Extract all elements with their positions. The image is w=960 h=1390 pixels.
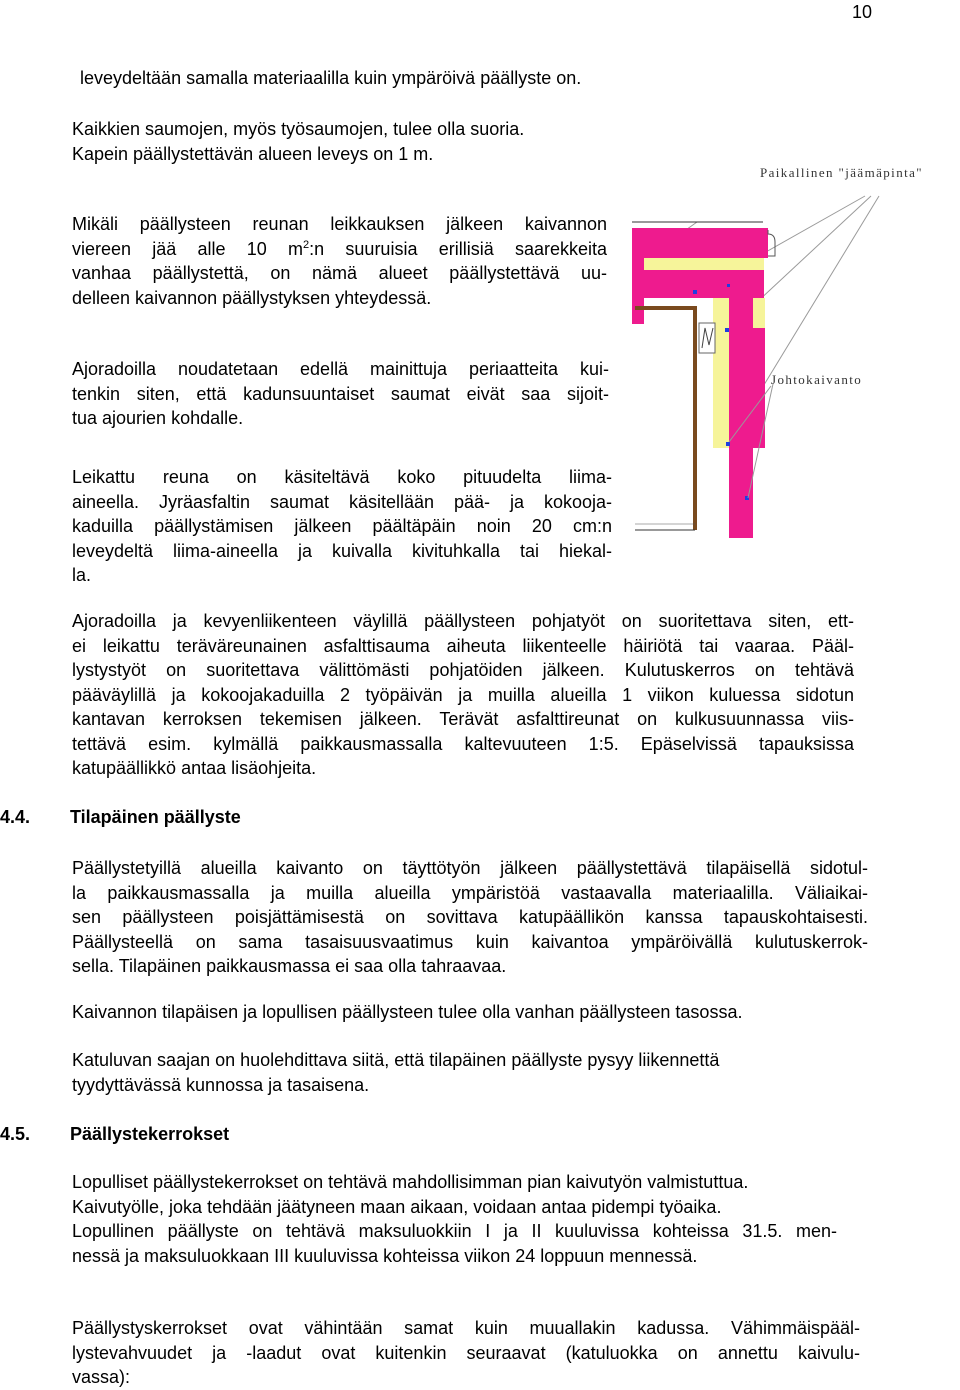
text-line: Lopulliset päällystekerrokset on tehtävä mahdollisimman pian kaivutyön valmistuttua. — [72, 1172, 749, 1192]
text-line: ei leikattu teräväreunainen asfalttisauma aiheuta liikenteelle häiriötä tai vaaraa. Pääl- — [72, 635, 854, 656]
paragraph-continuation — [80, 66, 640, 91]
text-line: Lopullinen päällyste on tehtävä maksuluokkiin I ja II kuuluvissa kohteissa 31.5. men- — [72, 1221, 837, 1241]
paragraph-islands — [72, 212, 607, 310]
surface-layer-top — [644, 228, 764, 258]
text-line: katupäällikkö antaa lisäohjeita. — [72, 758, 317, 778]
text-line: delleen kaivannon päällystyksen yhteydessä. — [72, 287, 432, 308]
marker-point — [726, 442, 730, 446]
paragraph-final-layers — [72, 1170, 872, 1268]
text-line: la paikkausmassalla ja muilla alueilla ympäristöä vastaavalla materiaalilla. Väliaikai- — [72, 882, 868, 903]
text-line: tua ajourien kohdalle. — [72, 408, 244, 428]
marker-point — [725, 328, 729, 332]
label-utility-trench: Johtokaivanto — [771, 372, 863, 387]
text-line: sella. Tilapäinen paikkausmassa ei saa olla tahraavaa. — [72, 956, 507, 976]
page-number: 10 — [851, 2, 872, 22]
text-line: Ajoradoilla ja kevyenliikenteen väylillä päällysteen pohjatyöt on suoritettava siten, ett- — [72, 611, 854, 631]
text-line: vassa): — [72, 1367, 131, 1387]
text-line: Päällystetyillä alueilla kaivanto on täyttötyön jälkeen päällystettävä tilapäisellä sidotul- — [72, 858, 868, 878]
trench-pavement-column — [729, 298, 753, 538]
label-local-residual-surface: Paikallinen "jäämäpinta" — [760, 165, 923, 180]
text-line: vanhaa päällystettä, on nämä alueet päällystettävä uu- — [72, 263, 607, 283]
binder-layer — [632, 270, 764, 298]
paragraph-temporary-pavement — [72, 856, 868, 979]
text-line: kantavan kerroksen tekemisen jälkeen. Terävät asfalttireunat on kulkusuunnassa viis- — [72, 709, 854, 729]
marker-point — [727, 284, 730, 287]
paragraph-seams — [72, 117, 632, 166]
paragraph-permit-holder — [72, 1048, 872, 1097]
text-line: Kapein päällystettävän alueen leveys on 1 m. — [72, 143, 434, 164]
paragraph-carriageways — [72, 357, 609, 431]
superscript: 2 — [303, 238, 310, 251]
paragraph-minimum-thickness — [72, 1316, 860, 1390]
text-line: lystystyöt on suoritettava välittömästi pohjatöiden jälkeen. Kulutuskerros on tehtävä — [72, 660, 854, 680]
text-line: nessä ja maksuluokkaan III kuuluvissa kohteissa viikon 24 loppuun mennessä. — [72, 1245, 698, 1266]
text-line: leveydeltään samalla materiaalilla kuin ympäröivä päällyste on. — [80, 68, 582, 88]
text-line: sen päällysteen poisjättämisestä on sovittava katupäällikön kanssa tapauskohtaisesti. — [72, 907, 868, 927]
text-line: Kaivannon tilapäisen ja lopullisen päällysteen tulee olla vanhan päällysteen tasossa. — [72, 1002, 743, 1022]
text-line: aineella. Jyräasfaltin saumat käsitellään pää- ja kokooja- — [72, 491, 612, 512]
text-line: tyydyttävässä kunnossa ja tasaisena. — [72, 1074, 370, 1095]
paragraph-cut-edge — [72, 465, 612, 588]
paragraph-foundation-works — [72, 609, 854, 781]
section-number: 4.5. — [0, 1124, 31, 1144]
text-line: Katuluvan saajan on huolehdittava siitä, että tilapäinen päällyste pysyy liikennettä — [72, 1050, 720, 1070]
residual-surface-outline — [768, 230, 775, 256]
text-line: la. — [72, 565, 92, 585]
marker-point — [693, 290, 697, 294]
text-line: leveydeltä liima-aineella ja kuivalla kivituhkalla tai hiekal- — [72, 540, 612, 561]
text-line: pääväylillä ja kokoojakaduilla 2 työpäivän ja muilla alueilla 1 viikon kuluessa sidotun — [72, 684, 854, 705]
section-heading-4-5 — [0, 1122, 400, 1146]
paragraph-level — [72, 1000, 872, 1025]
text-line: lystevahvuudet ja -laadut ovat kuitenkin seuraavat (katuluokka on annettu kaivulu- — [72, 1342, 860, 1363]
text-fragment: viereen jää alle 10 m — [72, 238, 304, 259]
section-heading-4-4 — [0, 805, 400, 829]
text-line: Kaikkien saumojen, myös työsaumojen, tulee olla suoria. — [72, 119, 525, 139]
section-title: Päällystekerrokset — [70, 1124, 230, 1144]
text-line: Kaivutyölle, joka tehdään jäätyneen maan aikaan, voidaan antaa pidempi työaika. — [72, 1196, 722, 1217]
text-line: tenkin siten, että kadunsuuntaiset saumat eivät saa sijoit- — [72, 383, 609, 404]
section-title: Tilapäinen päällyste — [70, 807, 241, 827]
text-line: Leikattu reuna on käsiteltävä koko pituudelta liima- — [72, 467, 612, 487]
section-number: 4.4. — [0, 807, 31, 827]
text-line-sup — [72, 237, 607, 262]
text-line: Päällystyskerrokset ovat vähintään samat kuin muuallakin kadussa. Vähimmäispääl- — [72, 1318, 860, 1338]
text-line: Päällysteellä on sama tasaisuusvaatimus kuin kaivantoa ympäröivällä kulutuskerrok- — [72, 931, 868, 952]
excavation-boundary — [635, 308, 695, 530]
text-line: kaduilla päällystämisen jälkeen päältäpäin noin 20 cm:n — [72, 516, 612, 536]
text-line: Ajoradoilla noudatetaan edellä mainittuja periaatteita kui- — [72, 359, 609, 379]
text-line: Mikäli päällysteen reunan leikkauksen jälkeen kaivannon — [72, 214, 607, 234]
excavation-cross-section-diagram — [625, 160, 960, 540]
surface-layer-edge — [764, 228, 768, 258]
text-fragment: :n suuruisia erillisiä saarekkeita — [309, 238, 607, 259]
text-line: tettävä esim. kylmällä paikkausmassalla kaltevuuteen 1:5. Epäselvissä tapauksissa — [72, 733, 854, 754]
